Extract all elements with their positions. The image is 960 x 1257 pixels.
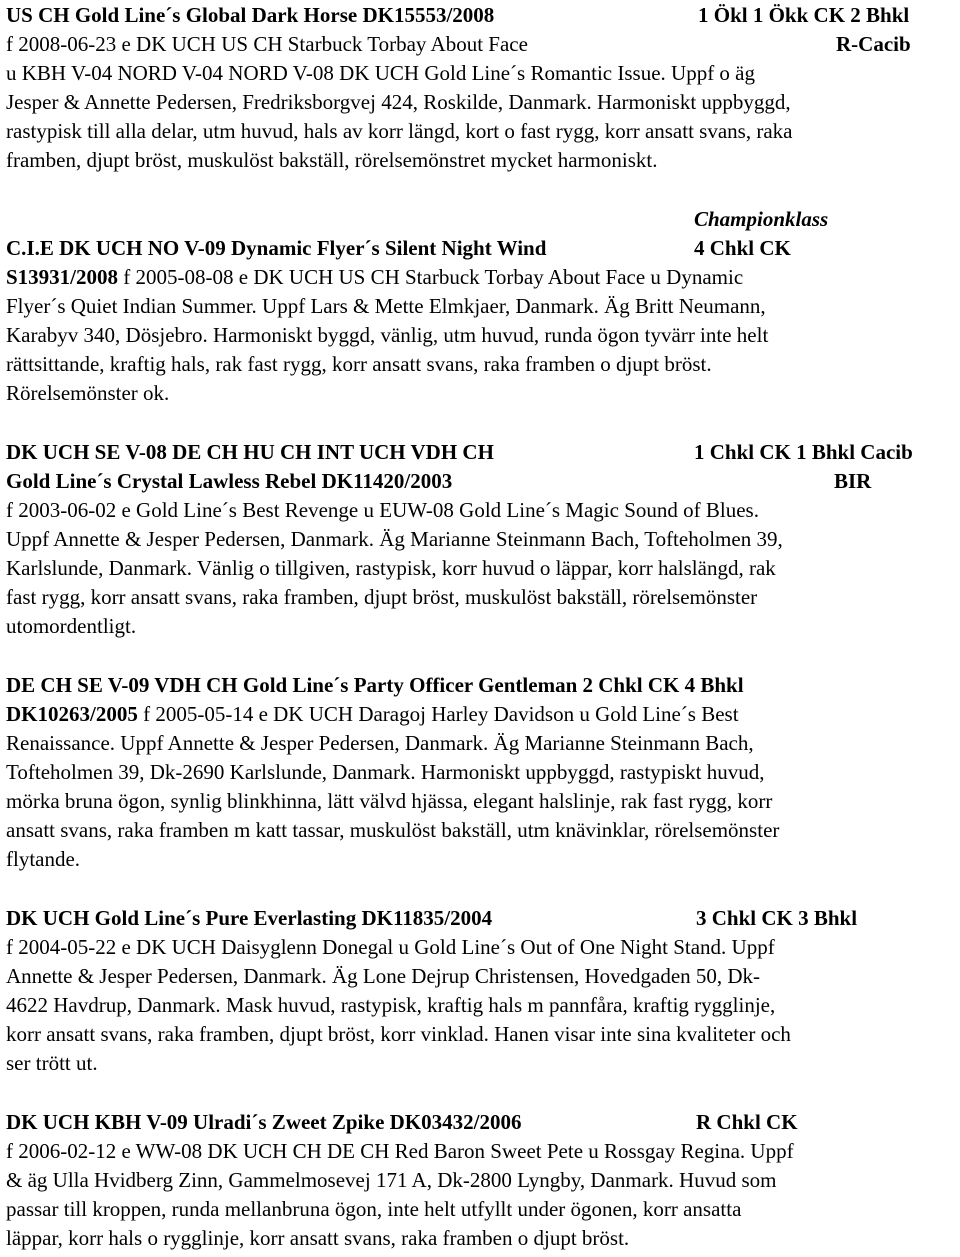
entry-text-line <box>6 700 739 729</box>
entry-text-line: läppar, korr hals o rygglinje, korr ansatt svans, raka framben o djupt bröst. <box>6 1226 630 1250</box>
entry-text-line: mörka bruna ögon, synlig blinkhinna, lätt välvd hjässa, elegant halslinje, rak fast rygg, korr <box>6 789 773 813</box>
entry-title: US CH Gold Line´s Global Dark Horse DK15553/2008 <box>6 3 495 27</box>
entry-title: DK UCH KBH V-09 Ulradi´s Zweet Zpike DK03432/2006 <box>6 1110 522 1134</box>
entry-text-line: f 2008-06-23 e DK UCH US CH Starbuck Torbay About Face <box>6 32 528 56</box>
entry-text-line: ser trött ut. <box>6 1051 98 1075</box>
entry-text-line: ansatt svans, raka framben m katt tassar, muskulöst bakställ, utm knävinklar, rörelsemönster <box>6 818 780 842</box>
entry-text-line: Renaissance. Uppf Annette & Jesper Pedersen, Danmark. Äg Marianne Steinmann Bach, <box>6 731 754 755</box>
entry-text-line: f 2003-06-02 e Gold Line´s Best Revenge u EUW-08 Gold Line´s Magic Sound of Blues. <box>6 498 759 522</box>
registration-number: S13931/2008 <box>6 265 119 289</box>
entry-text: f 2005-08-08 e DK UCH US CH Starbuck Torbay About Face u Dynamic <box>118 265 744 289</box>
entry-result: 1 Ökl 1 Ökk CK 2 Bhkl <box>698 3 910 27</box>
entry-result: 3 Chkl CK 3 Bhkl <box>696 906 858 930</box>
entry-text-line: passar till kroppen, runda mellanbruna ögon, inte helt utfyllt under ögonen, korr ansatta <box>6 1197 742 1221</box>
entry-text-line: Annette & Jesper Pedersen, Danmark. Äg Lone Dejrup Christensen, Hovedgaden 50, Dk- <box>6 964 761 988</box>
entry-text-line: rastypisk till alla delar, utm huvud, hals av korr längd, kort o fast rygg, korr ansatt svans, raka <box>6 119 793 143</box>
entry-title: DE CH SE V-09 VDH CH Gold Line´s Party Officer Gentleman 2 Chkl CK 4 Bhkl <box>6 673 744 697</box>
entry-text-line: framben, djupt bröst, muskulöst bakställ, rörelsemönstret mycket harmoniskt. <box>6 148 658 172</box>
class-heading: Championklass <box>694 207 829 231</box>
entry-result: R-Cacib <box>836 32 911 56</box>
entry-text-line: Jesper & Annette Pedersen, Fredriksborgvej 424, Roskilde, Danmark. Harmoniskt uppbyggd, <box>6 90 791 114</box>
entry-text-line: Tofteholmen 39, Dk-2690 Karlslunde, Danmark. Harmoniskt uppbyggd, rastypiskt huvud, <box>6 760 765 784</box>
entry-title: C.I.E DK UCH NO V-09 Dynamic Flyer´s Silent Night Wind <box>6 236 547 260</box>
entry-text-line: f 2006-02-12 e WW-08 DK UCH CH DE CH Red Baron Sweet Pete u Rossgay Regina. Uppf <box>6 1139 794 1163</box>
entry-text-line <box>6 263 743 292</box>
entry-result: R Chkl CK <box>696 1110 798 1134</box>
entry-text-line: u KBH V-04 NORD V-04 NORD V-08 DK UCH Gold Line´s Romantic Issue. Uppf o äg <box>6 61 756 85</box>
entry-text-line: Karabyv 340, Dösjebro. Harmoniskt byggd, vänlig, utm huvud, runda ögon tyvärr inte helt <box>6 323 769 347</box>
entry-text-line: flytande. <box>6 847 81 871</box>
entry-text-line: Flyer´s Quiet Indian Summer. Uppf Lars & Mette Elmkjaer, Danmark. Äg Britt Neumann, <box>6 294 766 318</box>
entry-text-line: utomordentligt. <box>6 614 137 638</box>
entry-result: 1 Chkl CK 1 Bhkl Cacib <box>694 440 913 464</box>
entry-result: BIR <box>834 469 872 493</box>
entry-text-line: & äg Ulla Hvidberg Zinn, Gammelmosevej 171 A, Dk-2800 Lyngby, Danmark. Huvud som <box>6 1168 777 1192</box>
registration-number: DK10263/2005 <box>6 702 138 726</box>
entry-text-line: Karlslunde, Danmark. Vänlig o tillgiven, rastypisk, korr huvud o läppar, korr halslängd, rak <box>6 556 776 580</box>
entry-text-line: Uppf Annette & Jesper Pedersen, Danmark. Äg Marianne Steinmann Bach, Tofteholmen 39, <box>6 527 783 551</box>
entry-text-line: Rörelsemönster ok. <box>6 381 170 405</box>
entry-title: DK UCH SE V-08 DE CH HU CH INT UCH VDH CH <box>6 440 494 464</box>
entry-text-line: 4622 Havdrup, Danmark. Mask huvud, rastypisk, kraftig hals m pannfåra, kraftig rygglinje, <box>6 993 776 1017</box>
entry-result: 4 Chkl CK <box>694 236 791 260</box>
entry-title: DK UCH Gold Line´s Pure Everlasting DK11835/2004 <box>6 906 493 930</box>
entry-title: Gold Line´s Crystal Lawless Rebel DK11420/2003 <box>6 469 453 493</box>
entry-text: f 2005-05-14 e DK UCH Daragoj Harley Davidson u Gold Line´s Best <box>137 702 739 726</box>
entry-text-line: korr ansatt svans, raka framben, djupt bröst, korr vinklad. Hanen visar inte sina kvaliteter och <box>6 1022 791 1046</box>
entry-text-line: rättsittande, kraftig hals, rak fast rygg, korr ansatt svans, raka framben o djupt bröst. <box>6 352 712 376</box>
entry-text-line: fast rygg, korr ansatt svans, raka framben, djupt bröst, muskulöst bakställ, rörelsemönster <box>6 585 758 609</box>
entry-text-line: f 2004-05-22 e DK UCH Daisyglenn Donegal u Gold Line´s Out of One Night Stand. Uppf <box>6 935 775 959</box>
